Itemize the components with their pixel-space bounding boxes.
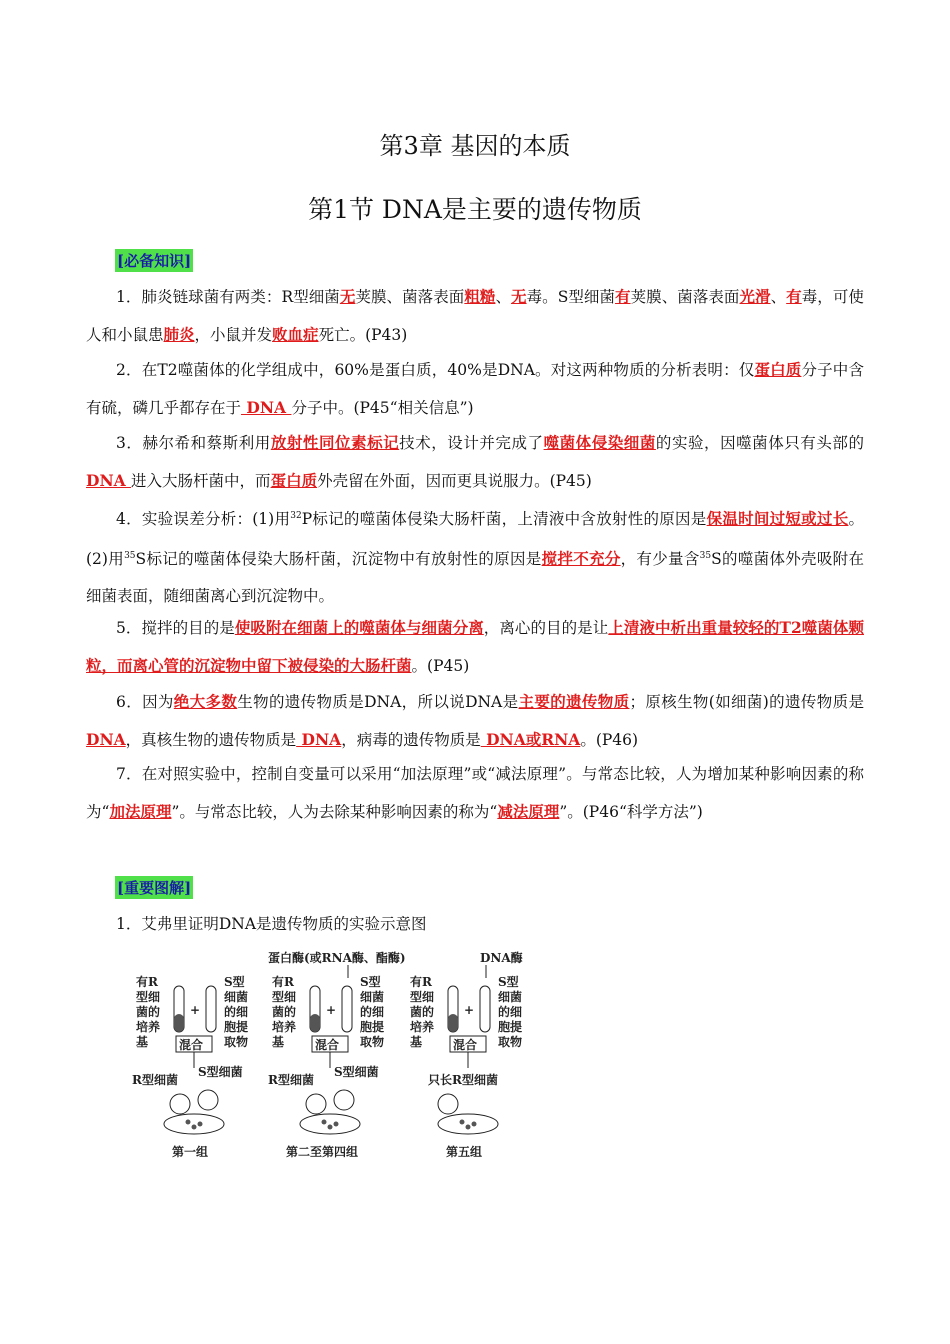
petri-dish (300, 1114, 360, 1134)
colony-dot (460, 1120, 465, 1125)
s-label-line: S型 (224, 975, 245, 989)
s-label-line: 取物 (360, 1035, 385, 1049)
r-label-line: 菌的 (410, 1005, 435, 1019)
result-s-label: S型细菌 (334, 1065, 379, 1079)
petri-dish (164, 1114, 224, 1134)
r-label-line: 基 (136, 1035, 149, 1049)
knowledge-item-4: 4．实验误差分析：(1)用$^{32}$P标记的噬菌体侵染大肠杆菌，上清液中含放射性的原因是保温时间过短或过长。(2)用$^{35}$S标记的噬菌体侵染大肠杆菌，沉淀物中有放射性的原因是搅拌不充分，有少量含$^{35}$S的噬菌体外壳吸附在细菌表面，随细菌离心到沉淀物中。 (86, 509, 864, 606)
s-label-line: 细菌 (360, 990, 385, 1004)
enzyme-label-group2: 蛋白酶(或RNA酶、酯酶) (268, 951, 406, 965)
colony-dot (334, 1122, 339, 1127)
magnified-colony-s (334, 1090, 354, 1110)
group-label-2-4: 第二至第四组 (286, 1145, 359, 1159)
r-label-line: 菌的 (272, 1005, 297, 1019)
test-tube-s (480, 986, 490, 1032)
s-label-line: 胞提 (360, 1020, 385, 1034)
r-label-line: 基 (272, 1035, 285, 1049)
s-label-line: S型 (498, 975, 519, 989)
r-label-line: 有R (136, 975, 158, 989)
mix-label: 混合 (453, 1038, 478, 1052)
enzyme-label-group5: DNA酶 (480, 951, 523, 965)
r-label-line: 培养 (272, 1020, 297, 1034)
result-s-label: S型细菌 (198, 1065, 243, 1079)
r-label-line: 培养 (410, 1020, 435, 1034)
colony-dot (322, 1120, 327, 1125)
s-label-line: 的细 (224, 1005, 249, 1019)
magnified-colony-s (198, 1090, 218, 1110)
s-label-line: 的细 (360, 1005, 385, 1019)
tag-key-diagrams: [重要图解] (115, 876, 193, 899)
colony-dot (472, 1122, 477, 1127)
r-label-line: 有R (272, 975, 294, 989)
s-label-line: 细菌 (498, 990, 523, 1004)
result-r-label: R型细菌 (268, 1073, 314, 1087)
colony-dot (328, 1125, 333, 1130)
s-label-line: 取物 (224, 1035, 249, 1049)
plus-sign: + (190, 1003, 201, 1017)
result-r-label: R型细菌 (132, 1073, 178, 1087)
chapter-title: 第3章 基因的本质 (379, 132, 571, 160)
s-label-line: S型 (360, 975, 381, 989)
knowledge-item-6: 6．因为绝大多数生物的遗传物质是DNA，所以说DNA是主要的遗传物质；原核生物(如细菌)的遗传物质是 DNA，真核生物的遗传物质是 DNA，病毒的遗传物质是 DNA或RNA。(P46) (86, 692, 864, 749)
avery-experiment-diagram (128, 948, 538, 1164)
colony-dot (198, 1122, 203, 1127)
knowledge-item-5: 5．搅拌的目的是使吸附在细菌上的噬菌体与细菌分离，离心的目的是让上清液中析出重量较轻的T2噬菌体颗粒，而离心管的沉淀物中留下被侵染的大肠杆菌。(P45) (86, 618, 864, 675)
s-label-line: 细菌 (224, 990, 249, 1004)
test-tube-r-medium (310, 1014, 320, 1032)
group-2-4 (268, 974, 384, 1159)
mix-label: 混合 (315, 1038, 340, 1052)
test-tube-r-medium (174, 1014, 184, 1032)
colony-dot (186, 1120, 191, 1125)
r-label-line: 型细 (136, 990, 161, 1004)
test-tube-r-medium (448, 1014, 458, 1032)
colony-dot (466, 1125, 471, 1130)
magnified-colony-r (170, 1094, 190, 1114)
r-label-line: 型细 (410, 990, 435, 1004)
s-label-line: 胞提 (224, 1020, 249, 1034)
petri-dish (438, 1114, 498, 1134)
plus-sign: + (464, 1003, 475, 1017)
r-label-line: 基 (410, 1035, 423, 1049)
group-5 (410, 974, 522, 1159)
plus-sign: + (326, 1003, 337, 1017)
test-tube-s (206, 986, 216, 1032)
group-label-1: 第一组 (172, 1145, 209, 1159)
section-title: 第1节 DNA是主要的遗传物质 (308, 195, 642, 224)
r-label-line: 菌的 (136, 1005, 161, 1019)
s-label-line: 胞提 (498, 1020, 523, 1034)
s-label-line: 取物 (498, 1035, 523, 1049)
colony-dot (192, 1125, 197, 1130)
mix-label: 混合 (179, 1038, 204, 1052)
magnified-colony-r (438, 1094, 458, 1114)
test-tube-s (342, 986, 352, 1032)
magnified-colony-r (306, 1094, 326, 1114)
result-only-r-label: 只长R型细菌 (428, 1073, 498, 1087)
r-label-line: 有R (410, 975, 432, 989)
knowledge-item-1: 1．肺炎链球菌有两类：R型细菌无荚膜、菌落表面粗糙、无毒。S型细菌有荚膜、菌落表面光滑、有毒，可使人和小鼠患肺炎，小鼠并发败血症死亡。(P43) (86, 287, 864, 344)
knowledge-item-3: 3．赫尔希和蔡斯利用放射性同位素标记技术，设计并完成了噬菌体侵染细菌的实验，因噬菌体只有头部的 DNA 进入大肠杆菌中，而蛋白质外壳留在外面，因而更具说服力。(P45) (86, 433, 864, 490)
tag-essential-knowledge: [必备知识] (115, 249, 193, 272)
r-label-line: 型细 (272, 990, 297, 1004)
knowledge-item-2: 2．在T2噬菌体的化学组成中，60%是蛋白质，40%是DNA。对这两种物质的分析表明：仅蛋白质分子中含有硫，磷几乎都存在于 DNA 分子中。(P45“相关信息”) (86, 360, 864, 417)
knowledge-item-7: 7．在对照实验中，控制自变量可以采用“加法原理”或“减法原理”。与常态比较，人为增加某种影响因素的称为“加法原理”。与常态比较，人为去除某种影响因素的称为“减法原理”。(P46“科学方法”) (86, 765, 864, 821)
group-label-5: 第五组 (446, 1145, 483, 1159)
group-1 (132, 974, 248, 1159)
r-label-line: 培养 (136, 1020, 161, 1034)
figure-caption: 1．艾弗里证明DNA是遗传物质的实验示意图 (116, 915, 427, 933)
s-label-line: 的细 (498, 1005, 523, 1019)
